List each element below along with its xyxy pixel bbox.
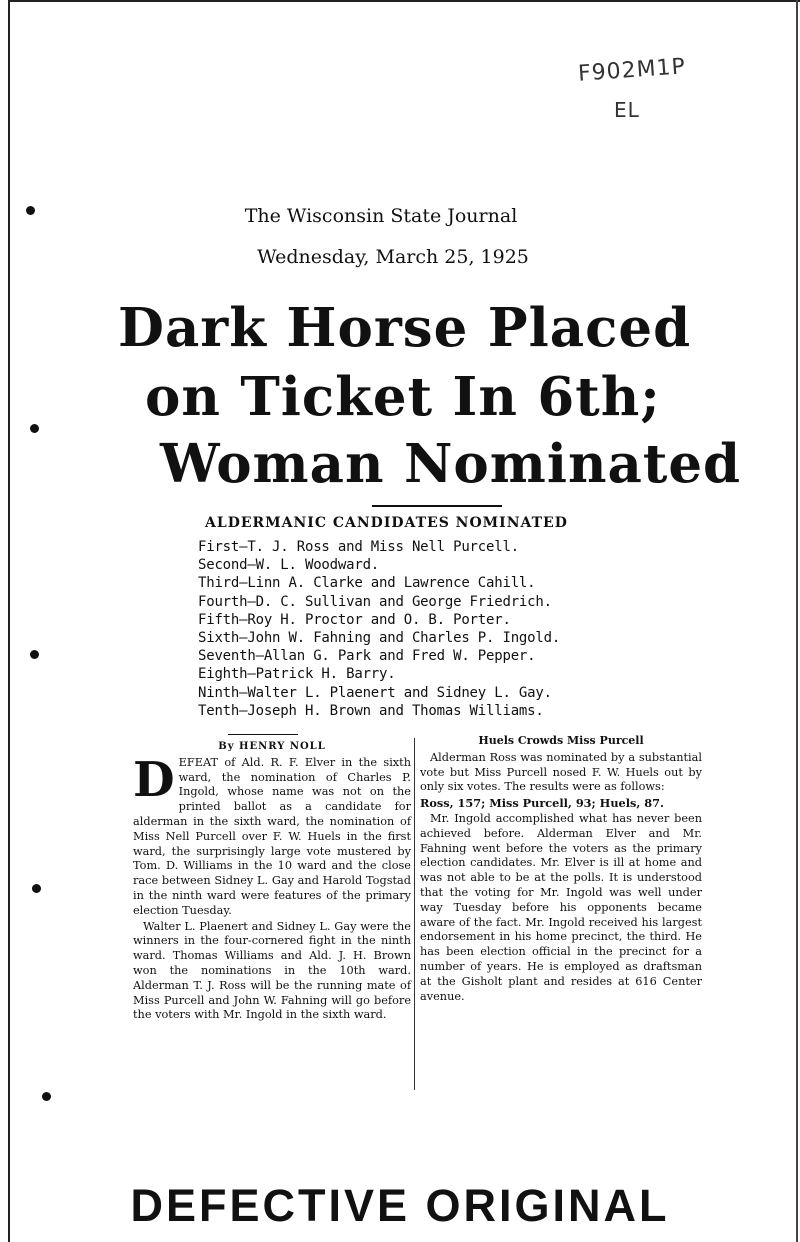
drop-cap: D: [133, 751, 175, 808]
article-paragraph: Mr. Ingold accomplished what has never been achieved before. Alderman Elver and Mr. Fahning went before the voters as the primary election candidates. Mr. Elver is ill at home and was not able to be at the polls. It is understood that the voting for Mr. Ingold was well under way Tuesday before his opponents became aware of the fact. Mr. Ingold received his largest endorsement in his home precinct, the third. He has been election official in the precinct for a number of years. He is employed as draftsman at the Gisholt plant and resides at 616 Center avenue.: [420, 811, 702, 1003]
article-paragraph: Walter L. Plaenert and Sidney L. Gay were the winners in the four-cornered fight in the ninth ward. Thomas Williams and Ald. J. H. Brown won the nominations in the 10th ward. Alderman T. J. Ross will be the running mate of Miss Purcell and John W. Fahning will go before the voters with Mr. Ingold in the sixth ward.: [133, 919, 411, 1022]
newspaper-name: The Wisconsin State Journal: [244, 205, 518, 227]
candidates-heading: ALDERMANIC CANDIDATES NOMINATED: [205, 515, 568, 531]
punch-hole: [42, 1092, 51, 1101]
handwritten-note-line2: EL: [614, 98, 640, 122]
candidate-ward-1: First—T. J. Ross and Miss Nell Purcell.: [198, 539, 519, 555]
candidate-ward-6: Sixth—John W. Fahning and Charles P. Ingold.: [198, 630, 561, 647]
column-divider: [414, 738, 415, 1090]
candidates-list: [198, 538, 560, 720]
article-paragraph: Alderman Ross was nominated by a substantial vote but Miss Purcell nosed F. W. Huels out by only six votes. The results were as follows:: [420, 750, 702, 794]
candidate-ward-5: Fifth—Roy H. Proctor and O. B. Porter.: [198, 611, 511, 628]
candidate-ward-2: Second—W. L. Woodward.: [198, 557, 380, 574]
publication-date: Wednesday, March 25, 1925: [257, 246, 529, 268]
defective-original-stamp: DEFECTIVE ORIGINAL: [130, 1180, 670, 1231]
right-border-line: [796, 0, 798, 1242]
article-column-left: [133, 740, 411, 1024]
candidate-ward-4: Fourth—D. C. Sullivan and George Friedrich.: [198, 593, 552, 610]
article-paragraph: EFEAT of Ald. R. F. Elver in the sixth ward, the nomination of Charles P. Ingold, whose name was not on the printed ballot as a candidate for alderman in the sixth ward, the nomination of Miss Nell Purcell over F. W. Huels in the first ward, the surprisingly large vote mustered by Tom. D. Williams in the 10 ward and the close race between Sidney L. Gay and Harold Togstad in the ninth ward were features of the primary election Tuesday.: [133, 755, 411, 917]
punch-hole: [26, 206, 35, 215]
headline-line3: Woman Nominated: [160, 433, 742, 495]
byline: By HENRY NOLL: [218, 741, 326, 752]
top-border-line: [10, 0, 800, 2]
headline-line2: on Ticket In 6th;: [145, 366, 661, 428]
election-results: Ross, 157; Miss Purcell, 93; Huels, 87.: [420, 796, 664, 811]
punch-hole: [30, 650, 39, 659]
left-border-line: [8, 0, 10, 1242]
byline-rule: [228, 734, 298, 735]
handwritten-note-line1: F902M1P: [577, 54, 687, 87]
punch-hole: [30, 424, 39, 433]
article-column-right: [420, 734, 702, 1005]
candidate-ward-3: Third—Linn A. Clarke and Lawrence Cahill.: [198, 575, 536, 592]
candidate-ward-9: Ninth—Walter L. Plaenert and Sidney L. Gay.: [198, 684, 552, 701]
candidate-ward-8: Eighth—Patrick H. Barry.: [198, 666, 396, 683]
headline-line1: Dark Horse Placed: [118, 297, 692, 359]
punch-hole: [32, 884, 41, 893]
subheading: Huels Crowds Miss Purcell: [478, 734, 644, 747]
candidate-ward-7: Seventh—Allan G. Park and Fred W. Pepper.: [198, 648, 536, 665]
candidate-ward-10: Tenth—Joseph H. Brown and Thomas Williams.: [198, 702, 544, 719]
headline-rule: [372, 505, 502, 507]
